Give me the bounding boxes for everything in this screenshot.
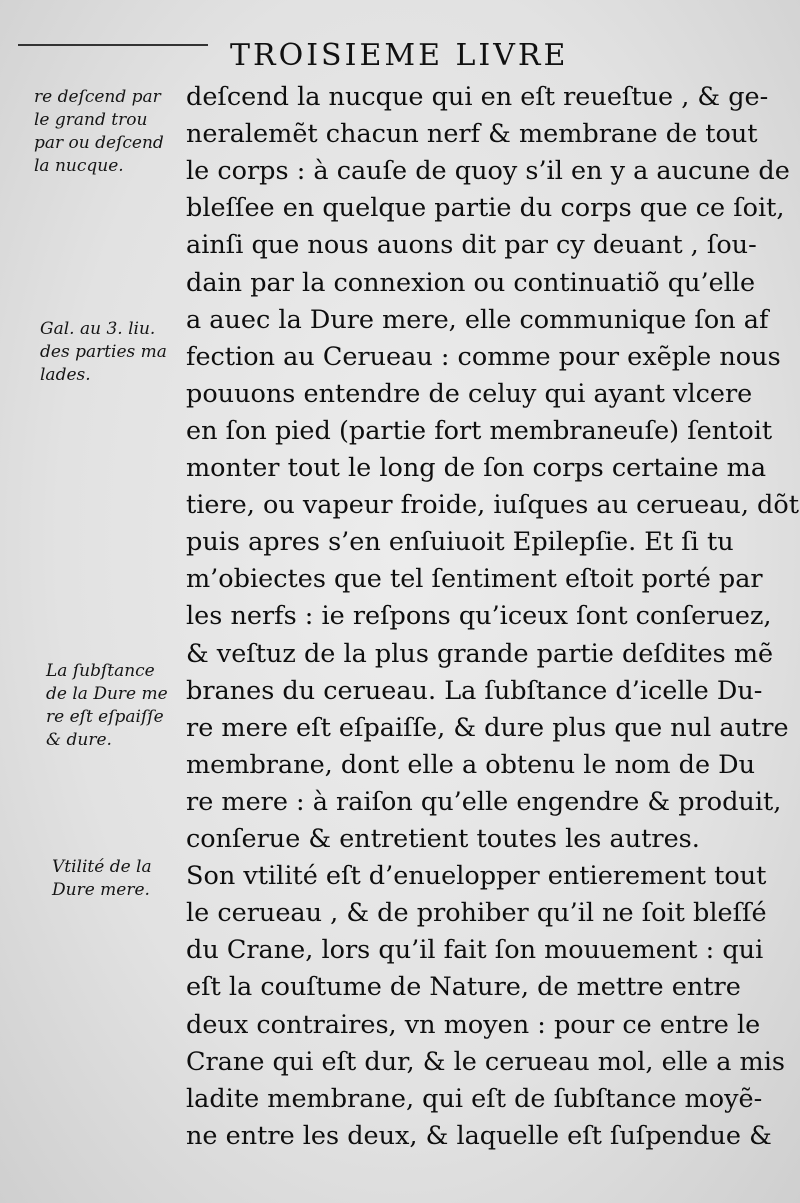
text-line: re mere eſt eſpaiſſe, & dure plus que nul autre bbox=[186, 712, 789, 743]
text-line: neralemẽt chacun nerf & membrane de tout bbox=[186, 119, 758, 150]
text-line: a auec la Dure mere, elle communique ſon af bbox=[186, 304, 769, 335]
text-line: tiere, ou vapeur froide, iuſques au cerueau, dõt bbox=[186, 490, 799, 521]
text-line: monter tout le long de ſon corps certaine ma bbox=[186, 453, 767, 483]
text-line: membrane, dont elle a obtenu le nom de Du bbox=[186, 749, 756, 780]
text-line: branes du cerueau. La ſubſtance d’icelle Du- bbox=[186, 675, 763, 706]
text-line: re mere : à raiſon qu’elle engendre & produit, bbox=[186, 786, 782, 817]
text-line: eſt la couſtume de Nature, de mettre entre bbox=[186, 972, 741, 1003]
text-line: pouuons entendre de celuy qui ayant vlcere bbox=[186, 378, 753, 409]
text-line: en ſon pied (partie fort membraneuſe) ſentoit bbox=[186, 415, 773, 446]
margin-note-3: La ſubſtance de la Dure me re eſt eſpaiſſe & dure. bbox=[46, 661, 168, 750]
margin-note-2: Gal. au 3. liu. des parties ma lades. bbox=[40, 319, 167, 385]
text-line: du Crane, lors qu’il fait ſon mouuement : qui bbox=[186, 935, 764, 966]
text-line: deux contraires, vn moyen : pour ce entre le bbox=[186, 1009, 761, 1040]
text-line: puis apres s’en enſuiuoit Epilepſie. Et ſi tu bbox=[186, 527, 734, 558]
text-line: ne entre les deux, & laquelle eſt ſuſpendue & bbox=[186, 1120, 772, 1151]
text-line: deſcend la nucque qui en eſt reueſtue , & ge- bbox=[186, 82, 769, 112]
text-line: conſerue & entretient toutes les autres. bbox=[186, 824, 700, 854]
running-head: TROISIEME LIVRE bbox=[230, 38, 569, 73]
text-line: bleſſee en quelque partie du corps que ce ſoit, bbox=[186, 193, 785, 224]
text-line: dain par la connexion ou continuatiõ qu’elle bbox=[186, 267, 756, 298]
text-line: fection au Cerueau : comme pour exẽple nous bbox=[186, 341, 781, 372]
text-line: ainſi que nous auons dit par cy deuant , ſou- bbox=[186, 230, 757, 261]
text-line: Son vtilité eſt d’enuelopper entierement tout bbox=[186, 861, 767, 892]
text-line: Crane qui eſt dur, & le cerueau mol, elle a mis bbox=[186, 1046, 785, 1077]
text-line: ladite membrane, qui eſt de ſubſtance moyẽ- bbox=[186, 1083, 763, 1114]
text-line: le corps : à cauſe de quoy s’il en y a aucune de bbox=[186, 156, 790, 187]
text-line: m’obiectes que tel ſentiment eſtoit porté par bbox=[186, 564, 763, 595]
header-rule bbox=[18, 44, 208, 46]
margin-note-1: re deſcend par le grand trou par ou deſcend la nucque. bbox=[34, 87, 164, 176]
text-line: le cerueau , & de prohiber qu’il ne ſoit bleſſé bbox=[186, 898, 767, 929]
text-line: & veſtuz de la plus grande partie deſdites mẽ bbox=[186, 638, 774, 669]
text-line: les nerfs : ie reſpons qu’iceux ſont conſeruez, bbox=[186, 601, 772, 632]
margin-note-4: Vtilité de la Dure mere. bbox=[52, 857, 152, 900]
